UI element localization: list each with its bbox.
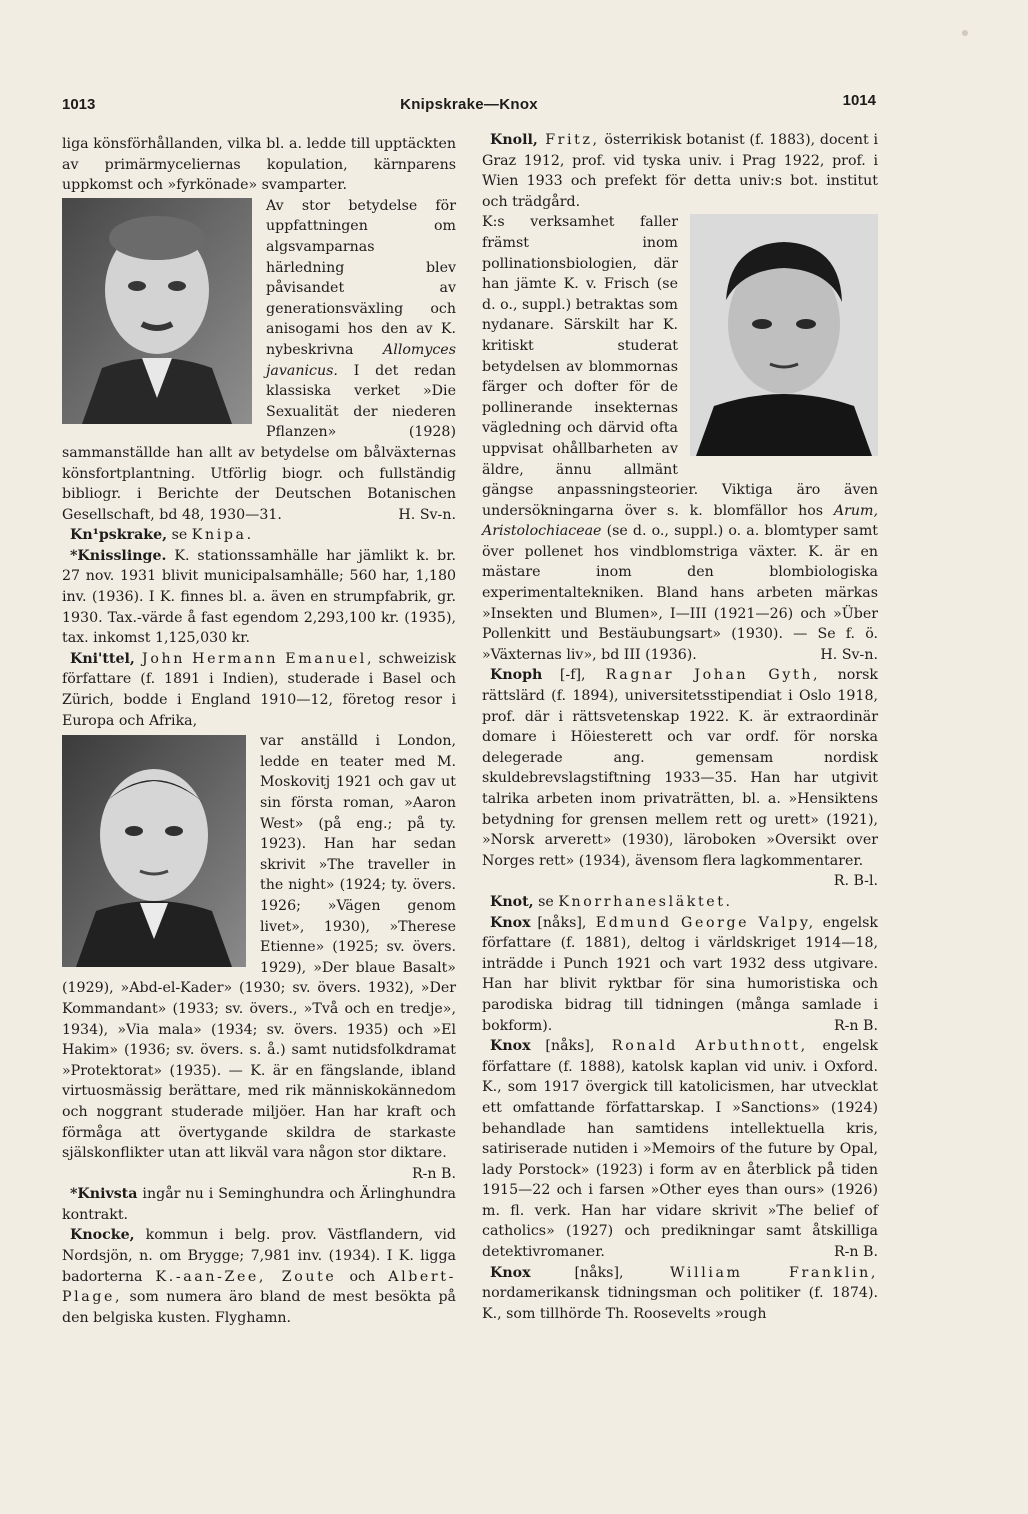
signature: R-n B. <box>833 1244 878 1261</box>
entry-knittel-body: var anställd i London, ledde en teater med M. Moskovitj 1921 och gav ut sin första roman, »Aaron West» (på eng.; på ty. 1923). Han har sedan skrivit »The traveller in the night» (1924; ty. övers. 1926; »Vägen genom livet», 1930), »Therese Etienne» (1925; sv. övers. 1929), »Der blaue Basalt» (1929), »Abd-el-Kader» (1930; sv. övers. 1932), »Der Kommandant» (1933; sv. övers., »Två och en tredje», 1934), »Via mala» (1934; sv. övers. 1935) och »El Hakim» (1936; sv. övers. s. å.) samt nutidsfolkdramat »Protektorat» (1935). — K. är en fängslande, ibland virtuosmässig berättare, med rik människokännedom och noggrant studerade miljöer. Han har kraft och förmåga att övertygande skildra de starkaste själskonflikter utan att likväl vara någon stor diktare. R-n B. <box>62 731 456 1163</box>
entry-knoll: Knoll, Fritz, österrikisk botanist (f. 1883), docent i Graz 1912, prof. vid tyska univ. i Prag 1922, prof. i Wien 1933 och prefekt för detta univ:s bot. institut och trädgård. <box>482 132 878 210</box>
signature: R. B-l. <box>833 873 878 890</box>
left-column <box>62 134 456 1328</box>
entry-knocke: Knocke, kommun i belg. prov. Västflandern, vid Nordsjön, n. om Brygge; 7,981 inv. (1934). I K. ligga badorterna K.-aan-Zee, Zoute och Albert-Plage, som numera äro bland de mest besökta på den belgiska kusten. Flyghamn. <box>62 1227 456 1326</box>
page-number-left: 1013 <box>62 96 96 113</box>
page-header <box>62 92 876 118</box>
entry-knieps-continuation: liga könsförhållanden, vilka bl. a. ledde till upptäckten av primärmyceliernas kopulation, kärnparens uppkomst och »fyrkönade» svamparter. <box>62 136 456 194</box>
entry-knot: Knot, se Knorrhanesläktet. <box>490 893 733 910</box>
signature: H. Sv-n. <box>820 646 878 663</box>
running-title: Knipskrake—Knox <box>400 96 538 113</box>
paper-speck <box>962 30 968 36</box>
entry-knittel: Kni'ttel, John Hermann Emanuel, schweizisk författare (f. 1891 i Indien), studerade i Basel och Zürich, bodde i England 1910—12, företog resor i Europa och Afrika, <box>62 650 456 729</box>
signature: R-n B. <box>411 1165 456 1182</box>
entry-knieps-body: Av stor betydelse för uppfattningen om algsvamparnas härledning blev påvisandet av generationsväxling och anisogami hos den av K. nybeskrivna Allomyces javanicus. I det redan klassiska verket »Die Sexualität der niederen Pflanzen» (1928) sammanställde han allt av betydelse om bålväxternas könsfortplantning. Utförlig biogr. och fullständig bibliogr. i Berichte der Deutschen Botanischen Gesellschaft, bd 48, 1930—31. H. Sv-n. <box>62 196 456 526</box>
entry-knox-ronald: Knox [nåks], Ronald Arbuthnott, engelsk författare (f. 1888), katolsk kaplan vid univ. i Oxford. K., som 1917 övergick till katolicismen, har utvecklat ett omfattande författarskap. I »Sanctions» (1924) behandlade han samtidens intellektuella kris, satiriserade nutiden i »Memoirs of the future by Opal, lady Porstock» (1923) i form av en återblick på tiden 1915—22 och i farsen »Other eyes than ours» (1926) m. fl. verk. Han har vidare skrivit »The belief of catholics» (1927) och predikningar samt åtskilliga detektivromaner. R-n B. <box>482 1036 878 1263</box>
portrait-knittel <box>62 735 246 967</box>
entry-knox-edmund: Knox [nåks], Edmund George Valpy, engelsk författare (f. 1881), deltog i världskriget 1914—18, inträdde i Punch 1921 och vart 1932 dess utgivare. Han har blivit ryktbar för sina humoristiska och parodiska bidrag till tidningen (många samlade i bokform). R-n B. <box>482 913 878 1037</box>
entry-knoph: Knoph [-f], Ragnar Johan Gyth, norsk rättslärd (f. 1894), universitetsstipendiat i Oslo 1918, prof. där i rättsvetenskap 1922. K. är extraordinär domare i Höiesterett och var ordf. för norska delegerade ang. gemensam nordisk skuldebrevslagstiftning 1933—35. Han har utgivit talrika arbeten inom privaträtten, bl. a. »Hensiktens betydning for grensen mellem rett og urett» (1921), »Norsk arverett» (1930), läroboken »Oversikt over Norges rett» (1934), ävensom flera lagkommentarer. R. B-l. <box>482 665 878 871</box>
right-column <box>482 130 878 1324</box>
entry-knisslinge: *Knisslinge. K. stationssamhälle har jämlikt k. br. 27 nov. 1931 blivit municipalsamhälle; 560 har, 1,180 inv. (1936). I K. finnes bl. a. även en strumpfabrik, gr. 1930. Tax.-värde å fast egendom 2,293,100 kr. (1935), tax. inkomst 1,125,030 kr. <box>62 547 456 647</box>
entry-knipskrake: Kn¹pskrake, se Knipa. <box>70 527 254 544</box>
signature: R-n B. <box>833 1017 878 1034</box>
page-number-right: 1014 <box>842 92 876 109</box>
portrait-kniep <box>62 198 252 424</box>
entry-knoll-body: K:s verksamhet faller främst inom pollinationsbiologien, där han jämte K. v. Frisch (se d. o., suppl.) betraktas som nydanare. Särskilt har K. kritiskt studerat betydelsen av blommornas färger och dofter för de pollinerande insekternas vägledning och därvid ofta uppvisat ohållbarheten av äldre, ännu allmänt gängse anpassningsteorier. Viktiga äro även undersökningarna över s. k. blomfällor hos Arum, Aristolochiaceae (se d. o., suppl.) o. a. blomtyper samt över pollenet hos vindblomstriga växter. K. är en mästare inom den blombiologiska experimentaltekniken. Bland hans arbeten märkas »Insekten und Blumen», I—III (1921—26) och »Über Pollenkitt und Bestäubungsart» (1930). — Se f. ö. »Växternas liv», bd III (1936). H. Sv-n. <box>482 212 878 665</box>
portrait-knoll <box>690 214 878 456</box>
entry-knivsta: *Knivsta ingår nu i Seminghundra och Ärlinghundra kontrakt. <box>62 1186 456 1223</box>
entry-knox-william: Knox [nåks], William Franklin, nordamerikansk tidningsman och politiker (f. 1874). K., som tillhörde Th. Roosevelts »rough <box>482 1264 878 1322</box>
signature: H. Sv-n. <box>398 506 456 523</box>
